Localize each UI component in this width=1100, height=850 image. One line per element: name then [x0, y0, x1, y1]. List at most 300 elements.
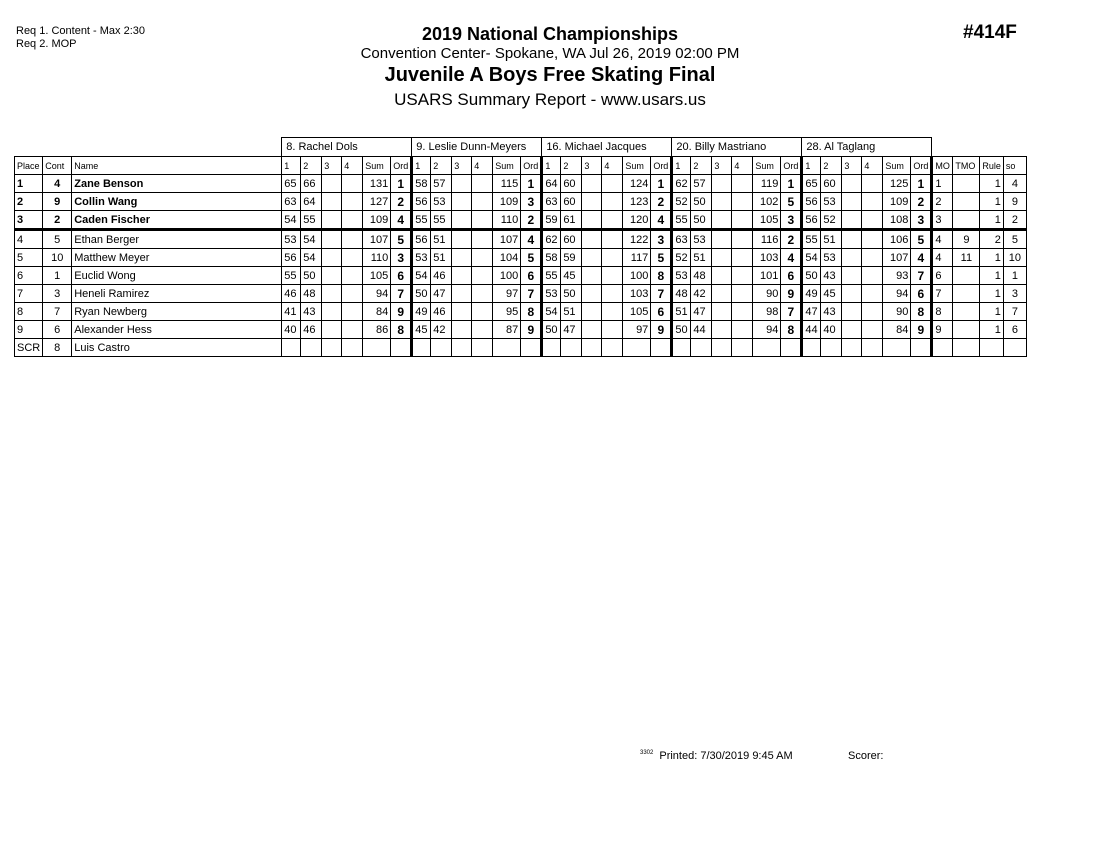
ordinal-cell: 8	[911, 303, 932, 321]
score-cell	[322, 339, 342, 357]
ordinal-cell: 7	[521, 285, 542, 303]
score-cell	[712, 230, 732, 249]
score-cell	[862, 249, 883, 267]
skater-name: Heneli Ramirez	[72, 285, 282, 303]
cont-cell: 9	[43, 193, 72, 211]
table-row	[15, 193, 1027, 211]
score-cell: 45	[412, 321, 431, 339]
sum-cell: 106	[883, 230, 911, 249]
judge-col-header: 2	[821, 157, 842, 175]
judge-col-header: 3	[712, 157, 732, 175]
score-cell	[842, 175, 862, 193]
ordinal-cell: 8	[391, 321, 412, 339]
score-cell: 50	[301, 267, 322, 285]
score-cell	[732, 193, 753, 211]
score-cell: 50	[672, 321, 691, 339]
score-cell: 65	[802, 175, 821, 193]
judge-col-header: 4	[472, 157, 493, 175]
score-cell	[862, 211, 883, 230]
scorer-label: Scorer:	[848, 750, 884, 762]
sum-cell: 94	[753, 321, 781, 339]
mo-cell: 3	[932, 211, 953, 230]
tmo-cell	[953, 321, 980, 339]
requirement-1: Req 1. Content - Max 2:30	[16, 25, 146, 37]
score-cell: 44	[691, 321, 712, 339]
sum-cell: 119	[753, 175, 781, 193]
ordinal-cell: 9	[391, 303, 412, 321]
tmo-cell	[953, 303, 980, 321]
so-cell: 2	[1003, 211, 1026, 230]
judge-col-header: 1	[542, 157, 561, 175]
rule-cell: 1	[980, 321, 1004, 339]
score-cell: 55	[542, 267, 561, 285]
score-cell	[472, 193, 493, 211]
score-cell	[452, 249, 472, 267]
ordinal-cell	[651, 339, 672, 357]
score-cell	[472, 267, 493, 285]
rule-cell	[980, 339, 1004, 357]
sum-cell: 127	[363, 193, 391, 211]
so-cell: 4	[1003, 175, 1026, 193]
score-cell: 55	[672, 211, 691, 230]
sum-cell: 94	[883, 285, 911, 303]
skater-name: Ethan Berger	[72, 230, 282, 249]
so-cell: 7	[1003, 303, 1026, 321]
score-cell: 50	[412, 285, 431, 303]
ordinal-cell: 5	[651, 249, 672, 267]
rule-cell: 1	[980, 267, 1004, 285]
score-cell	[431, 339, 452, 357]
ordinal-cell: 6	[781, 267, 802, 285]
ordinal-cell: 7	[781, 303, 802, 321]
ordinal-cell: 8	[651, 267, 672, 285]
score-cell	[842, 193, 862, 211]
score-cell	[712, 339, 732, 357]
sum-cell: 115	[493, 175, 521, 193]
score-cell	[842, 267, 862, 285]
ordinal-cell: 5	[521, 249, 542, 267]
judge-col-header: 2	[561, 157, 582, 175]
judge-col-header: 4	[862, 157, 883, 175]
score-cell	[342, 193, 363, 211]
score-cell	[472, 285, 493, 303]
score-cell	[342, 303, 363, 321]
score-cell	[862, 321, 883, 339]
score-cell	[712, 267, 732, 285]
mo-cell: 4	[932, 249, 953, 267]
blank-header-cell	[932, 138, 1027, 157]
score-cell	[282, 339, 301, 357]
ordinal-cell: 3	[651, 230, 672, 249]
place-header: Place	[15, 157, 43, 175]
score-cell	[732, 230, 753, 249]
score-cell: 42	[691, 285, 712, 303]
score-cell: 49	[802, 285, 821, 303]
table-row	[15, 230, 1027, 249]
score-cell	[322, 249, 342, 267]
skater-name: Matthew Meyer	[72, 249, 282, 267]
score-cell: 57	[431, 175, 452, 193]
sum-cell: 93	[883, 267, 911, 285]
tmo-cell	[953, 267, 980, 285]
cont-cell: 8	[43, 339, 72, 357]
judge-col-header: 4	[732, 157, 753, 175]
score-cell: 53	[431, 193, 452, 211]
sum-cell: 105	[753, 211, 781, 230]
score-cell	[862, 339, 883, 357]
rule-cell: 1	[980, 303, 1004, 321]
ordinal-cell: 5	[391, 230, 412, 249]
score-cell: 56	[412, 193, 431, 211]
score-cell	[602, 303, 623, 321]
sum-cell: 97	[493, 285, 521, 303]
ordinal-cell: 3	[391, 249, 412, 267]
rule-cell: 1	[980, 193, 1004, 211]
score-cell: 65	[282, 175, 301, 193]
score-cell: 54	[301, 249, 322, 267]
ordinal-cell: 9	[651, 321, 672, 339]
so-header: so	[1003, 157, 1026, 175]
score-cell	[862, 193, 883, 211]
sum-cell: 100	[623, 267, 651, 285]
judge-col-header: Sum	[753, 157, 781, 175]
judge-col-header: 1	[802, 157, 821, 175]
judge-col-header: Ord	[781, 157, 802, 175]
score-cell	[672, 339, 691, 357]
score-cell	[842, 321, 862, 339]
rule-cell: 1	[980, 211, 1004, 230]
tmo-cell	[953, 211, 980, 230]
table-row	[15, 267, 1027, 285]
ordinal-cell: 9	[911, 321, 932, 339]
score-cell: 47	[691, 303, 712, 321]
score-cell: 50	[691, 193, 712, 211]
score-cell	[452, 175, 472, 193]
sum-cell: 98	[753, 303, 781, 321]
mo-cell: 7	[932, 285, 953, 303]
score-cell: 46	[431, 267, 452, 285]
sum-cell: 108	[883, 211, 911, 230]
judge-col-header: Sum	[363, 157, 391, 175]
ordinal-cell: 1	[911, 175, 932, 193]
score-cell: 53	[672, 267, 691, 285]
ordinal-cell	[521, 339, 542, 357]
score-cell	[842, 285, 862, 303]
judge-col-header: 3	[842, 157, 862, 175]
score-cell: 54	[802, 249, 821, 267]
score-cell: 47	[802, 303, 821, 321]
place-cell: 9	[15, 321, 43, 339]
score-cell: 43	[821, 303, 842, 321]
ordinal-cell: 2	[391, 193, 412, 211]
ordinal-cell: 3	[781, 211, 802, 230]
sum-cell: 97	[623, 321, 651, 339]
sum-cell: 125	[883, 175, 911, 193]
mo-cell: 9	[932, 321, 953, 339]
score-cell: 42	[431, 321, 452, 339]
sum-cell: 110	[493, 211, 521, 230]
cont-cell: 5	[43, 230, 72, 249]
score-cell	[452, 230, 472, 249]
skater-name: Ryan Newberg	[72, 303, 282, 321]
ordinal-cell: 5	[781, 193, 802, 211]
judge-col-header: 3	[322, 157, 342, 175]
sum-cell: 105	[363, 267, 391, 285]
score-cell: 43	[821, 267, 842, 285]
score-cell	[602, 211, 623, 230]
place-cell: 2	[15, 193, 43, 211]
judge-col-header: Ord	[521, 157, 542, 175]
score-cell	[732, 285, 753, 303]
score-cell: 56	[802, 211, 821, 230]
score-cell	[472, 230, 493, 249]
ordinal-cell: 3	[521, 193, 542, 211]
score-cell	[322, 193, 342, 211]
judge-col-header: 2	[431, 157, 452, 175]
score-cell: 50	[542, 321, 561, 339]
score-cell	[712, 321, 732, 339]
place-cell: 3	[15, 211, 43, 230]
score-cell	[732, 321, 753, 339]
score-cell	[582, 267, 602, 285]
judge-col-header: 3	[582, 157, 602, 175]
sum-cell: 86	[363, 321, 391, 339]
tmo-cell	[953, 193, 980, 211]
score-cell	[712, 285, 732, 303]
sum-cell: 120	[623, 211, 651, 230]
score-cell	[712, 303, 732, 321]
score-cell	[342, 175, 363, 193]
skater-name: Euclid Wong	[72, 267, 282, 285]
ordinal-cell: 2	[521, 211, 542, 230]
score-cell	[322, 303, 342, 321]
score-cell: 46	[301, 321, 322, 339]
score-cell	[602, 175, 623, 193]
score-cell	[691, 339, 712, 357]
score-cell	[582, 321, 602, 339]
score-cell	[862, 267, 883, 285]
ordinal-cell: 6	[651, 303, 672, 321]
score-cell: 60	[561, 193, 582, 211]
table-row	[15, 285, 1027, 303]
sum-cell: 105	[623, 303, 651, 321]
skater-name: Caden Fischer	[72, 211, 282, 230]
results-table	[14, 137, 1027, 357]
rule-cell: 1	[980, 249, 1004, 267]
score-cell: 54	[282, 211, 301, 230]
ordinal-cell: 4	[391, 211, 412, 230]
printed-footer	[640, 750, 793, 762]
score-cell: 63	[542, 193, 561, 211]
sum-cell: 87	[493, 321, 521, 339]
sum-cell: 107	[363, 230, 391, 249]
sum-cell: 124	[623, 175, 651, 193]
score-cell	[842, 211, 862, 230]
score-cell	[322, 285, 342, 303]
ordinal-cell: 7	[391, 285, 412, 303]
score-cell: 55	[431, 211, 452, 230]
mo-cell: 6	[932, 267, 953, 285]
score-cell: 62	[672, 175, 691, 193]
so-cell: 1	[1003, 267, 1026, 285]
table-row	[15, 249, 1027, 267]
sum-cell: 101	[753, 267, 781, 285]
championship-title: 2019 National Championships	[421, 24, 679, 44]
sum-cell: 95	[493, 303, 521, 321]
table-row	[15, 321, 1027, 339]
score-cell: 55	[412, 211, 431, 230]
score-cell	[342, 285, 363, 303]
judge-col-header: Sum	[493, 157, 521, 175]
sum-cell: 122	[623, 230, 651, 249]
ordinal-cell: 4	[781, 249, 802, 267]
ordinal-cell: 2	[911, 193, 932, 211]
score-cell	[732, 175, 753, 193]
so-cell: 5	[1003, 230, 1026, 249]
ordinal-cell: 1	[521, 175, 542, 193]
score-cell: 45	[821, 285, 842, 303]
judge-name: 8. Rachel Dols	[282, 138, 412, 157]
score-cell	[602, 321, 623, 339]
ordinal-cell: 6	[391, 267, 412, 285]
score-cell	[342, 339, 363, 357]
score-cell: 60	[561, 230, 582, 249]
ordinal-cell: 4	[521, 230, 542, 249]
score-cell	[582, 303, 602, 321]
rule-cell: 2	[980, 230, 1004, 249]
sum-cell: 102	[753, 193, 781, 211]
sum-cell: 116	[753, 230, 781, 249]
cont-cell: 1	[43, 267, 72, 285]
score-cell: 55	[802, 230, 821, 249]
so-cell: 9	[1003, 193, 1026, 211]
score-cell	[342, 211, 363, 230]
judge-col-header: 1	[672, 157, 691, 175]
sum-cell: 109	[493, 193, 521, 211]
skater-name: Zane Benson	[72, 175, 282, 193]
score-cell	[712, 175, 732, 193]
rule-header: Rule	[980, 157, 1004, 175]
score-cell: 59	[561, 249, 582, 267]
score-cell	[472, 249, 493, 267]
score-cell	[322, 230, 342, 249]
score-cell: 49	[412, 303, 431, 321]
score-cell: 53	[691, 230, 712, 249]
tmo-header: TMO	[953, 157, 980, 175]
score-cell: 64	[542, 175, 561, 193]
rule-cell: 1	[980, 285, 1004, 303]
score-cell	[732, 211, 753, 230]
judge-col-header: Sum	[883, 157, 911, 175]
sum-cell	[363, 339, 391, 357]
score-cell: 62	[542, 230, 561, 249]
sum-cell: 100	[493, 267, 521, 285]
score-cell: 51	[561, 303, 582, 321]
score-cell	[582, 193, 602, 211]
ordinal-cell: 1	[781, 175, 802, 193]
score-cell	[412, 339, 431, 357]
score-cell	[582, 211, 602, 230]
score-cell: 46	[431, 303, 452, 321]
score-cell	[452, 339, 472, 357]
score-cell	[842, 339, 862, 357]
sum-cell: 103	[753, 249, 781, 267]
score-cell	[322, 211, 342, 230]
sum-cell	[623, 339, 651, 357]
cont-cell: 2	[43, 211, 72, 230]
place-cell: 8	[15, 303, 43, 321]
table-row	[15, 175, 1027, 193]
skater-name: Luis Castro	[72, 339, 282, 357]
ordinal-cell: 6	[521, 267, 542, 285]
score-cell	[862, 175, 883, 193]
score-cell	[712, 249, 732, 267]
score-cell: 45	[561, 267, 582, 285]
score-cell: 51	[672, 303, 691, 321]
judge-name: 20. Billy Mastriano	[672, 138, 802, 157]
score-cell: 51	[821, 230, 842, 249]
sum-cell: 109	[363, 211, 391, 230]
skater-name: Alexander Hess	[72, 321, 282, 339]
ordinal-cell: 9	[781, 285, 802, 303]
score-cell	[862, 230, 883, 249]
sum-cell: 90	[883, 303, 911, 321]
score-cell	[602, 249, 623, 267]
score-cell: 51	[431, 249, 452, 267]
score-cell	[602, 267, 623, 285]
score-cell: 43	[301, 303, 322, 321]
score-cell	[542, 339, 561, 357]
score-cell: 56	[282, 249, 301, 267]
score-cell: 58	[412, 175, 431, 193]
place-cell: 7	[15, 285, 43, 303]
rule-cell: 1	[980, 175, 1004, 193]
score-cell	[322, 175, 342, 193]
judge-col-header: 4	[342, 157, 363, 175]
ordinal-cell	[911, 339, 932, 357]
score-cell: 60	[821, 175, 842, 193]
score-cell: 53	[821, 249, 842, 267]
blank-header-cell	[15, 138, 282, 157]
score-cell: 52	[821, 211, 842, 230]
score-cell: 55	[301, 211, 322, 230]
score-cell: 59	[542, 211, 561, 230]
score-cell	[322, 267, 342, 285]
mo-header: MO	[932, 157, 953, 175]
score-cell	[582, 249, 602, 267]
score-cell	[472, 303, 493, 321]
judge-col-header: 3	[452, 157, 472, 175]
score-cell: 56	[412, 230, 431, 249]
ordinal-cell: 7	[911, 267, 932, 285]
score-cell	[842, 249, 862, 267]
score-cell: 53	[821, 193, 842, 211]
sum-cell: 90	[753, 285, 781, 303]
sum-cell	[883, 339, 911, 357]
ordinal-cell: 8	[781, 321, 802, 339]
ordinal-cell: 2	[781, 230, 802, 249]
score-cell	[301, 339, 322, 357]
score-cell	[452, 267, 472, 285]
mo-cell: 8	[932, 303, 953, 321]
sum-cell: 84	[363, 303, 391, 321]
cont-cell: 3	[43, 285, 72, 303]
judge-col-header: 4	[602, 157, 623, 175]
sum-cell: 107	[493, 230, 521, 249]
score-cell	[732, 303, 753, 321]
sum-cell: 107	[883, 249, 911, 267]
score-cell: 53	[282, 230, 301, 249]
